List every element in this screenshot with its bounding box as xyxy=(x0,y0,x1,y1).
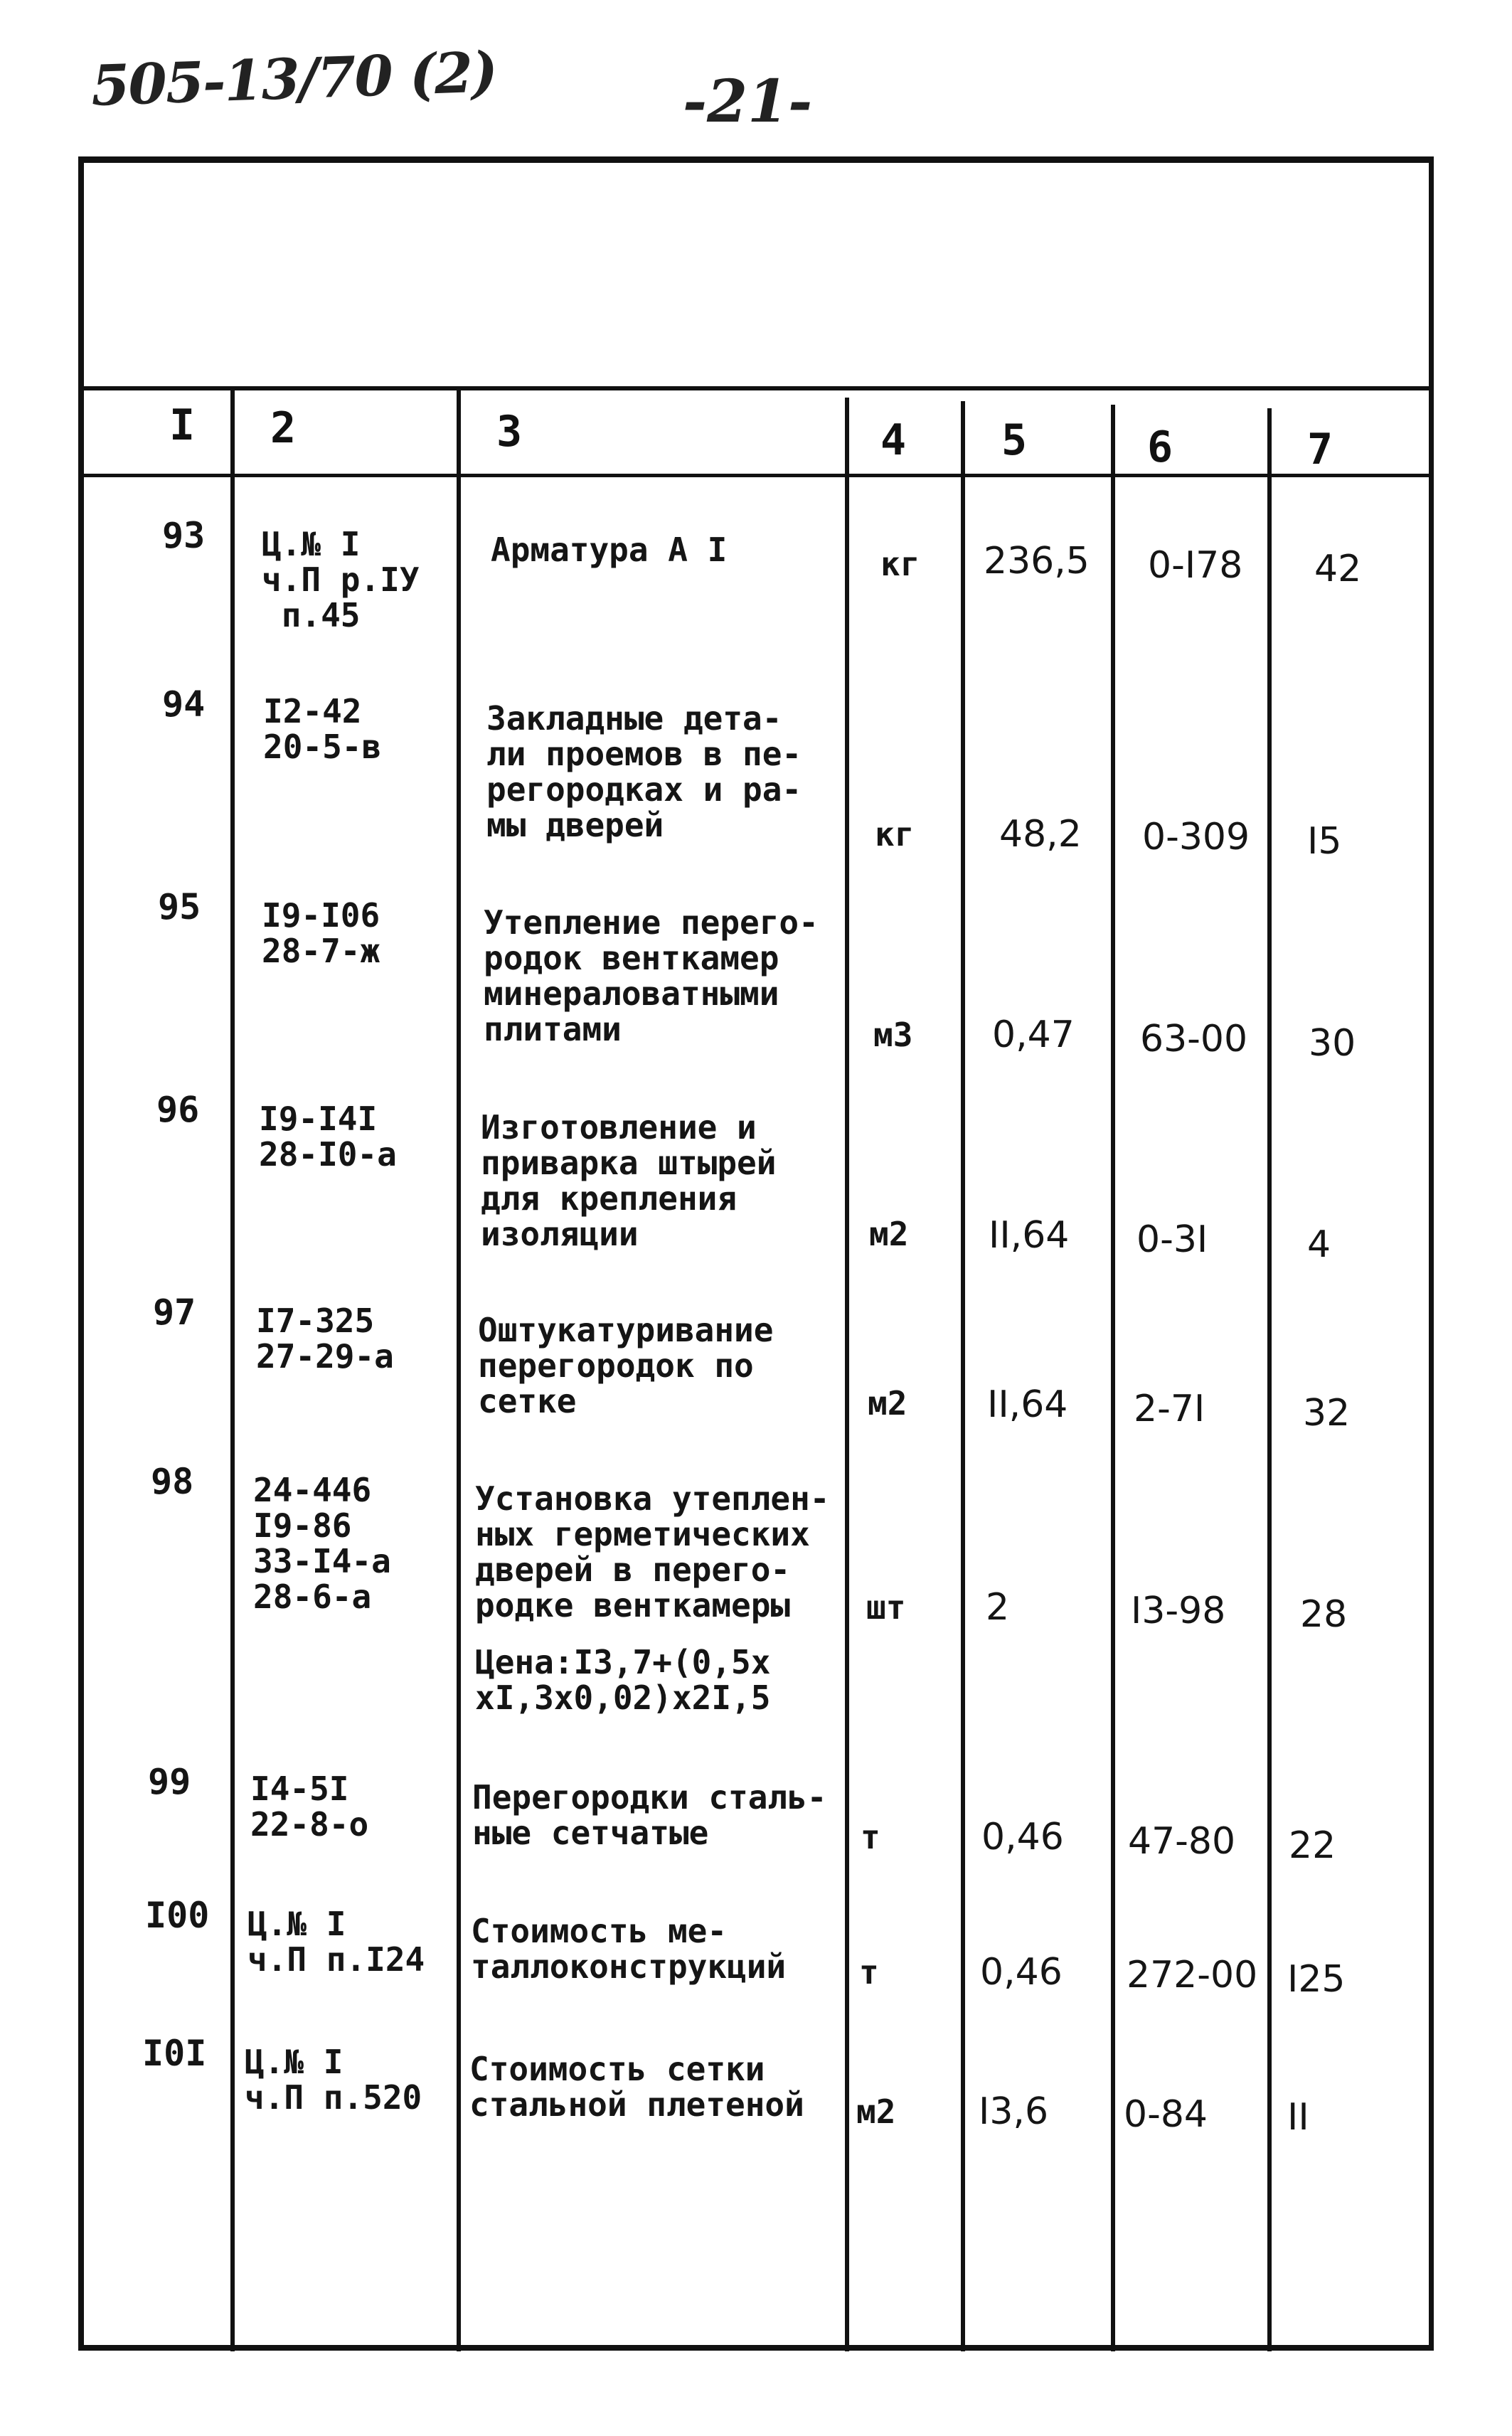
col-header-6: 6 xyxy=(1147,422,1173,472)
row-unit: м2 xyxy=(869,1215,909,1253)
row-unit-price: 272-00 xyxy=(1127,1954,1258,1996)
row-quantity: II,64 xyxy=(989,1214,1070,1257)
col-header-7: 7 xyxy=(1307,425,1333,474)
col-divider-6 xyxy=(1267,408,1272,2351)
row-unit: т xyxy=(861,1818,880,1856)
col-divider-2 xyxy=(457,389,461,2351)
row-total: 30 xyxy=(1309,1022,1356,1065)
row-quantity: 0,46 xyxy=(981,1816,1064,1858)
row-description: Оштукатуривание перегородок по сетке xyxy=(478,1311,774,1420)
row-quantity: 0,47 xyxy=(992,1014,1075,1056)
row-number: 96 xyxy=(156,1089,200,1130)
row-number: 99 xyxy=(148,1761,191,1802)
row-description: Перегородки сталь- ные сетчатые xyxy=(472,1778,827,1852)
row-unit-price: 0-I78 xyxy=(1148,544,1243,587)
col-divider-3 xyxy=(845,398,849,2351)
row-reference: Ц.№ I ч.П п.I24 xyxy=(247,1905,425,1979)
row-reference: I9-I4I 28-I0-а xyxy=(259,1100,397,1174)
row-total: 4 xyxy=(1307,1223,1331,1266)
row-description: Установка утеплен- ных герметических дверей в перего- родке венткамеры xyxy=(475,1479,830,1624)
row-unit: м2 xyxy=(868,1384,907,1422)
row-quantity: I3,6 xyxy=(979,2090,1049,2133)
col-divider-1 xyxy=(230,389,235,2351)
row-description: Утепление перего- родок венткамер минераловатными плитами xyxy=(484,903,819,1048)
row-number: 95 xyxy=(158,886,201,927)
page-number: -21- xyxy=(683,68,813,136)
row-total: 32 xyxy=(1303,1392,1351,1435)
row-unit-price: 47-80 xyxy=(1128,1820,1236,1863)
row-total: 42 xyxy=(1314,548,1362,590)
row-unit: кг xyxy=(875,815,915,853)
row-reference: I7-325 27-29-а xyxy=(256,1302,394,1376)
row-unit-price: 63-00 xyxy=(1140,1018,1248,1060)
col-header-4: 4 xyxy=(880,415,907,465)
row-unit-price: 0-309 xyxy=(1142,816,1250,858)
table-frame xyxy=(78,156,1434,2351)
row-unit: м2 xyxy=(856,2092,896,2131)
row-reference: I2-42 20-5-в xyxy=(263,692,382,766)
row-quantity: 236,5 xyxy=(984,540,1090,583)
row-price-note: Цена:I3,7+(0,5х хI,3х0,02)х2I,5 xyxy=(475,1643,771,1717)
row-number: 94 xyxy=(162,684,206,725)
row-total: 22 xyxy=(1289,1824,1336,1867)
document-code: 505-13/70 (2) xyxy=(90,40,498,119)
row-unit: шт xyxy=(866,1588,906,1627)
row-reference: 24-446 I9-86 33-I4-а 28-6-а xyxy=(253,1471,391,1616)
row-number: I00 xyxy=(145,1895,210,1936)
row-total: I25 xyxy=(1287,1958,1346,2001)
row-unit-price: I3-98 xyxy=(1131,1590,1226,1632)
header-top-rule xyxy=(84,386,1429,390)
row-quantity: 2 xyxy=(986,1586,1010,1629)
row-description: Изготовление и приварка штырей для крепления изоляции xyxy=(481,1108,777,1253)
row-total: I5 xyxy=(1307,820,1342,863)
col-divider-4 xyxy=(961,401,965,2351)
col-header-1: I xyxy=(169,400,196,450)
row-unit-price: 2-7I xyxy=(1134,1388,1205,1430)
row-unit-price: 0-84 xyxy=(1124,2093,1208,2136)
row-total: II xyxy=(1287,2096,1309,2139)
row-quantity: 48,2 xyxy=(999,813,1082,856)
row-reference: I4-5I 22-8-о xyxy=(250,1770,369,1844)
row-description: Закладные дета- ли проемов в пе- регородках и ра- мы дверей xyxy=(486,699,802,844)
header-bottom-rule xyxy=(84,474,1429,477)
col-header-5: 5 xyxy=(1001,415,1028,465)
col-header-2: 2 xyxy=(270,403,297,453)
row-unit: м3 xyxy=(873,1016,913,1054)
row-reference: I9-I06 28-7-ж xyxy=(262,896,380,970)
row-unit: т xyxy=(859,1953,879,1991)
row-description: Арматура А I xyxy=(491,531,728,569)
row-description: Стоимость ме- таллоконструкций xyxy=(471,1912,787,1986)
row-number: I0I xyxy=(142,2033,207,2074)
row-quantity: II,64 xyxy=(987,1383,1068,1426)
row-unit-price: 0-3I xyxy=(1136,1218,1208,1261)
row-total: 28 xyxy=(1300,1593,1348,1636)
col-divider-5 xyxy=(1111,405,1115,2351)
row-number: 97 xyxy=(153,1292,196,1333)
row-number: 93 xyxy=(162,515,206,556)
row-number: 98 xyxy=(151,1461,194,1502)
row-unit: кг xyxy=(880,545,920,583)
row-reference: Ц.№ I ч.П р.IУ п.45 xyxy=(262,525,420,634)
row-reference: Ц.№ I ч.П п.520 xyxy=(245,2043,422,2117)
col-header-3: 3 xyxy=(496,407,523,457)
row-description: Стоимость сетки стальной плетеной xyxy=(469,2050,804,2124)
row-quantity: 0,46 xyxy=(980,1951,1063,1994)
